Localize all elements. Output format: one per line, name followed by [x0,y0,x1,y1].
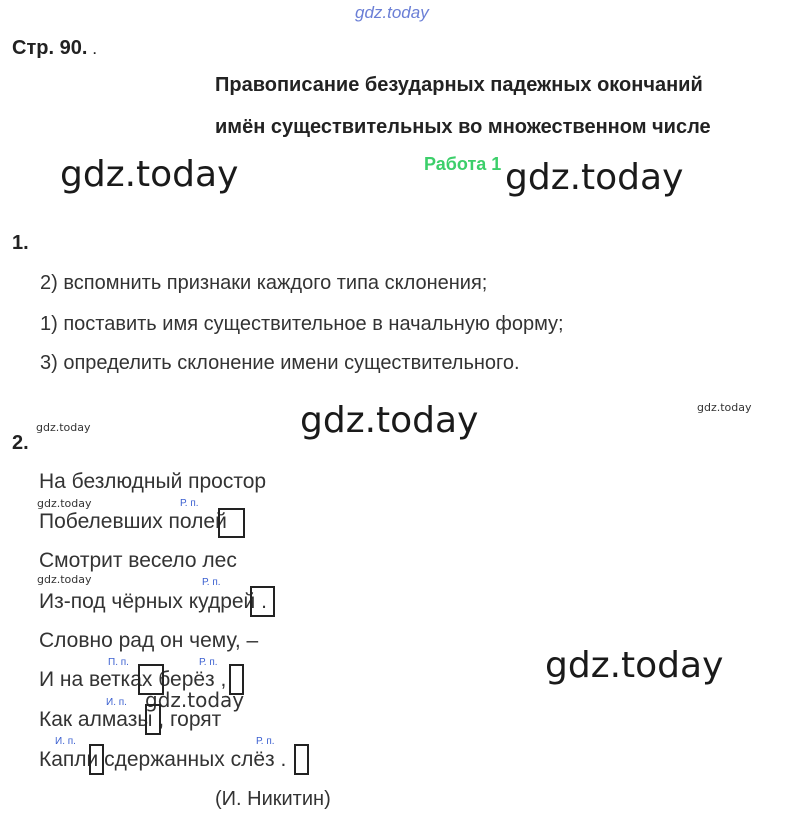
watermark-small: gdz.today [36,421,91,434]
ending-box [229,664,244,695]
watermark-top: gdz.today [355,3,429,22]
page-reference-dot: . [92,43,97,57]
page-title-line-2: имён существительных во множественном числе [215,116,711,138]
watermark-small: gdz.today [37,497,92,510]
case-label: Р. п. [180,498,199,509]
poem-line: На безлюдный простор [39,470,267,493]
page-reference [12,37,96,60]
poem-author: (И. Никитин) [215,788,331,810]
page-title-line-1: Правописание безударных падежных окончаний [215,74,703,96]
task-1-step: 3) определить склонение имени существительного. [40,352,520,374]
task-2-number: 2. [12,432,29,454]
poem-line: Смотрит весело лес [39,549,237,572]
watermark-large: gdz.today [60,154,239,195]
poem-line: Капли сдержанных слёз . [39,748,287,771]
task-1-step: 2) вспомнить признаки каждого типа склонения; [40,272,488,294]
case-label: П. п. [108,657,129,668]
ending-box [138,664,164,695]
watermark-large: gdz.today [545,645,724,686]
work-label: Работа 1 [424,154,502,174]
task-1-step: 1) поставить имя существительное в начальную форму; [40,313,564,335]
poem-line: Как алмазы , горят [39,708,222,731]
watermark-large: gdz.today [300,400,479,441]
ending-box [89,744,104,775]
page-reference-text: Стр. 90. [12,37,88,59]
case-label: Р. п. [256,736,275,747]
task-1-number: 1. [12,232,29,254]
poem-line: И на ветках берёз , [39,668,227,691]
watermark-small: gdz.today [37,573,92,586]
case-label: Р. п. [202,577,221,588]
watermark-large: gdz.today [505,157,684,198]
watermark-medium: gdz.today [145,688,245,712]
case-label: И. п. [106,697,127,708]
case-label: Р. п. [199,657,218,668]
poem-line: Словно рад он чему, – [39,629,259,652]
ending-box [218,508,245,538]
watermark-small: gdz.today [697,401,752,414]
ending-box [145,704,161,735]
ending-box [294,744,309,775]
poem-line: Из-под чёрных кудрей . [39,590,267,613]
case-label: И. п. [55,736,76,747]
ending-box [250,586,275,617]
poem-line: Побелевших полей [39,510,227,533]
